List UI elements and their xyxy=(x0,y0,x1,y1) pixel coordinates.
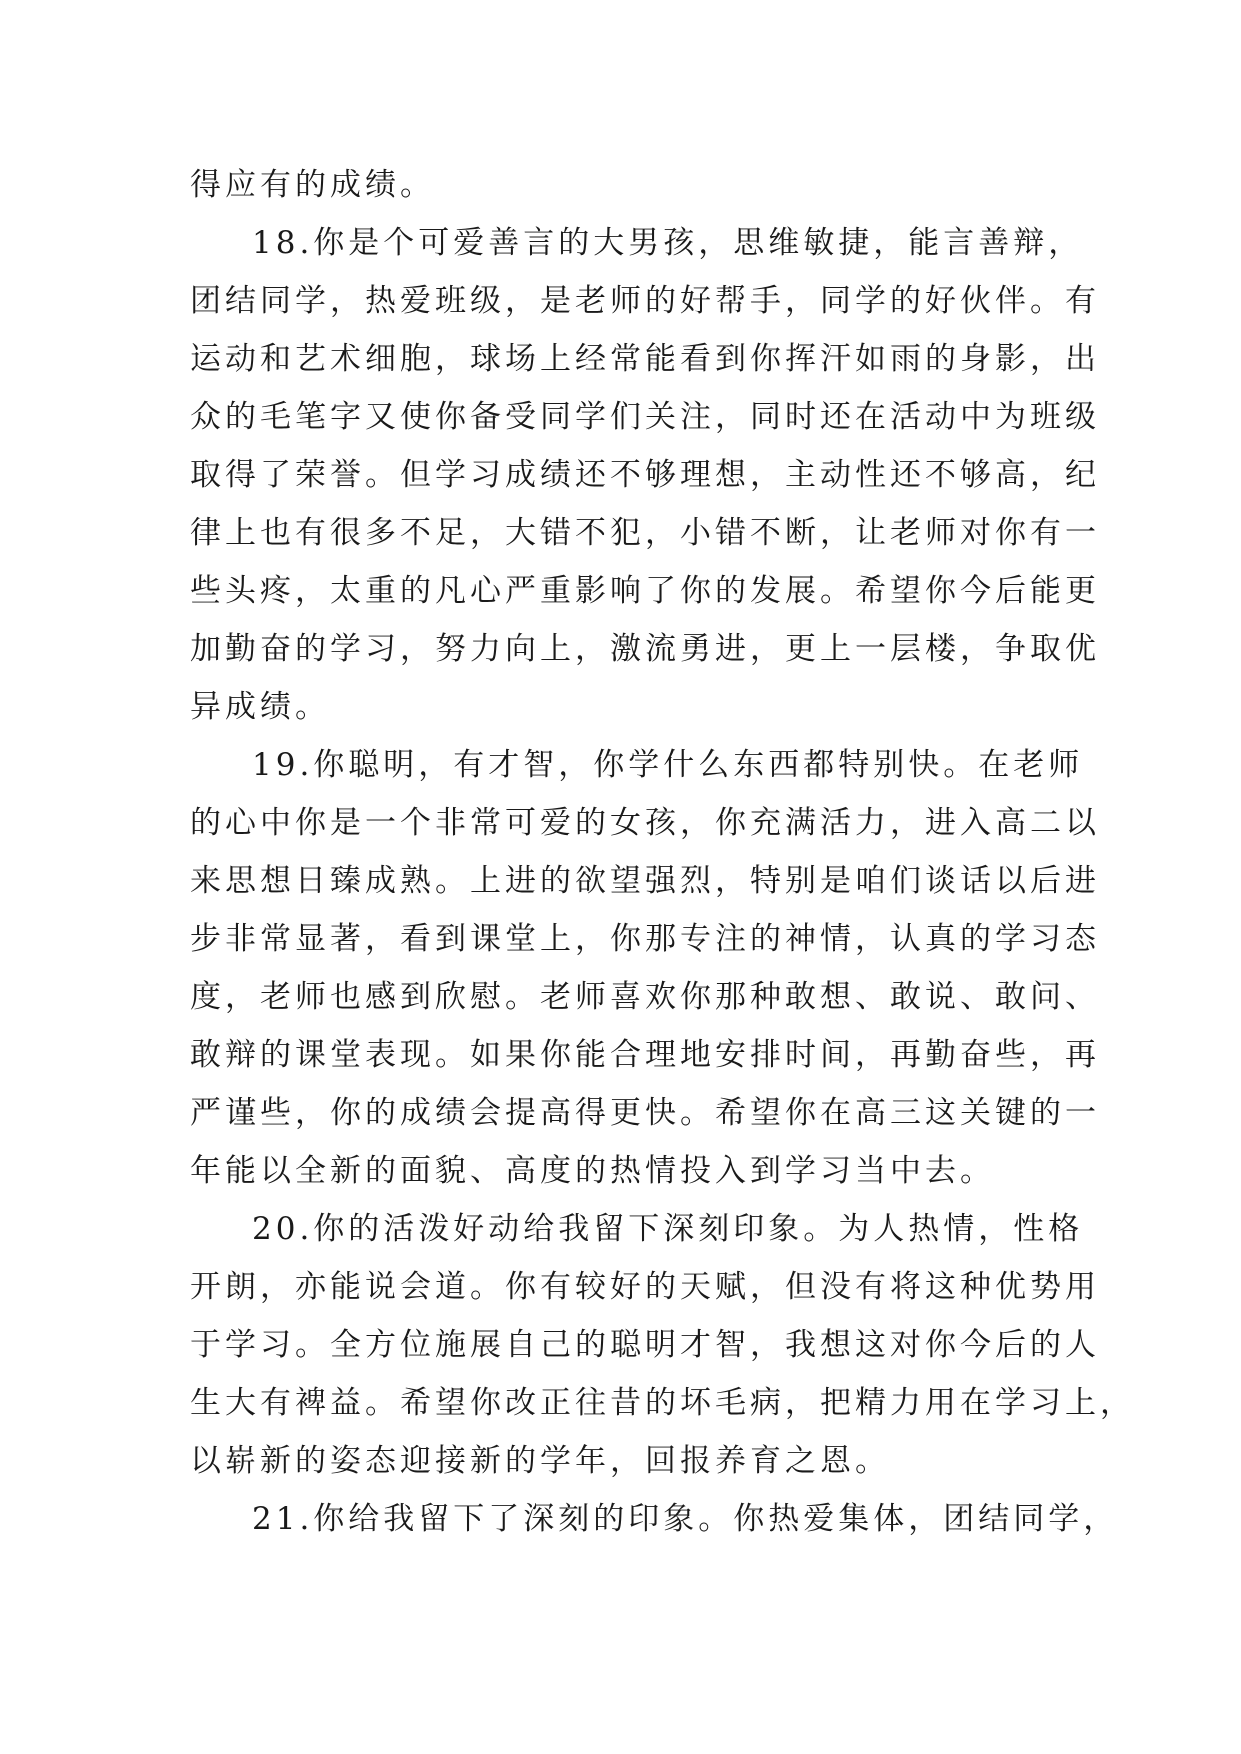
text-line: 众的毛笔字又使你备受同学们关注，同时还在活动中为班级 xyxy=(190,399,1100,435)
paragraph-18-start: 18.你是个可爱善言的大男孩，思维敏捷，能言善辩， xyxy=(252,225,1084,261)
text-line: 团结同学，热爱班级，是老师的好帮手，同学的好伙伴。有 xyxy=(190,283,1100,319)
text-line: 运动和艺术细胞，球场上经常能看到你挥汗如雨的身影，出 xyxy=(190,341,1100,377)
text-line: 些头疼，太重的凡心严重影响了你的发展。希望你今后能更 xyxy=(190,573,1100,609)
text-line: 以崭新的姿态迎接新的学年，回报养育之恩。 xyxy=(190,1443,890,1479)
paragraph-21-start: 21.你给我留下了深刻的印象。你热爱集体，团结同学， xyxy=(252,1501,1119,1537)
paragraph-20-start: 20.你的活泼好动给我留下深刻印象。为人热情，性格 xyxy=(252,1211,1084,1247)
text-line: 来思想日臻成熟。上进的欲望强烈，特别是咱们谈话以后进 xyxy=(190,863,1100,899)
text-line: 严谨些，你的成绩会提高得更快。希望你在高三这关键的一 xyxy=(190,1095,1100,1131)
text-line: 开朗，亦能说会道。你有较好的天赋，但没有将这种优势用 xyxy=(190,1269,1100,1305)
text-line: 度，老师也感到欣慰。老师喜欢你那种敢想、敢说、敢问、 xyxy=(190,979,1100,1015)
text-line: 敢辩的课堂表现。如果你能合理地安排时间，再勤奋些，再 xyxy=(190,1037,1100,1073)
text-line: 步非常显著，看到课堂上，你那专注的神情，认真的学习态 xyxy=(190,921,1100,957)
text-line: 年能以全新的面貌、高度的热情投入到学习当中去。 xyxy=(190,1153,995,1189)
text-line: 加勤奋的学习，努力向上，激流勇进，更上一层楼，争取优 xyxy=(190,631,1100,667)
paragraph-19-start: 19.你聪明，有才智，你学什么东西都特别快。在老师 xyxy=(252,747,1084,783)
text-line: 异成绩。 xyxy=(190,689,330,725)
text-line: 的心中你是一个非常可爱的女孩，你充满活力，进入高二以 xyxy=(190,805,1100,841)
text-line: 取得了荣誉。但学习成绩还不够理想，主动性还不够高，纪 xyxy=(190,457,1100,493)
text-line: 生大有裨益。希望你改正往昔的坏毛病，把精力用在学习上， xyxy=(190,1385,1135,1421)
text-line: 得应有的成绩。 xyxy=(190,167,435,203)
text-line: 于学习。全方位施展自己的聪明才智，我想这对你今后的人 xyxy=(190,1327,1100,1363)
text-line: 律上也有很多不足，大错不犯，小错不断，让老师对你有一 xyxy=(190,515,1100,551)
